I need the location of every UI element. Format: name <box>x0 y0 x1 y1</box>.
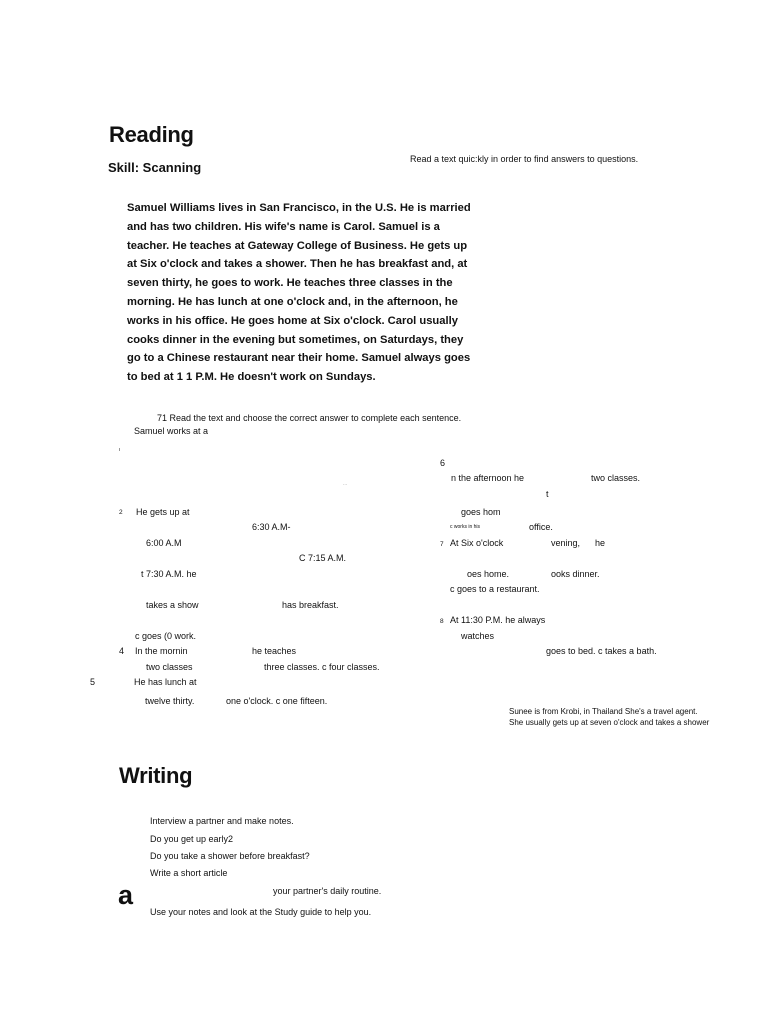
q6-number: 6 <box>440 458 446 468</box>
exercise-instruction: 71 Read the text and choose the correct answer to complete each sentence. <box>157 413 462 423</box>
reading-passage <box>127 199 487 387</box>
passage-line: cooks dinner in the evening but sometimes, on Saturdays, they <box>127 333 464 346</box>
q4-stem-cont: he teaches <box>252 646 297 656</box>
passage-line: works in his office. He goes home at Six o'clock. Carol usually <box>127 314 458 327</box>
example-paragraph: Sunee is from Krobi, in Thailand She's a travel agent. She usually gets up at seven o'clock and takes a shower <box>509 707 710 727</box>
passage-line: and has two children. His wife's name is Carol. Samuel is a <box>127 220 440 233</box>
passage-line: teacher. He teaches at Gateway College of Business. He gets up <box>127 239 468 252</box>
q8-options-bc: goes to bed. c takes a bath. <box>546 646 657 656</box>
q7-number: 7 <box>440 541 444 548</box>
passage-line: to bed at 1 1 P.M. He doesn't work on Sundays. <box>127 371 376 384</box>
q6-stem-end: two classes. <box>591 473 641 483</box>
faint-dash: ... <box>343 481 348 487</box>
q6-stem: n the afternoon he <box>451 473 525 483</box>
passage-line: seven thirty, he goes to work. He teaches three classes in the <box>127 277 453 290</box>
skill-note: Read a text quic:kly in order to find answers to questions. <box>410 154 639 164</box>
writing-instruction-2-cont: your partner's daily routine. <box>273 886 382 896</box>
writing-title: Writing <box>119 763 193 788</box>
q5-stem: He has lunch at <box>134 677 197 687</box>
q8-stem: At 11:30 P.M. he always <box>450 615 546 625</box>
q2-number: 2 <box>119 509 123 516</box>
q7-option-c: c goes to a restaurant. <box>450 584 540 594</box>
q3-option-c: c goes (0 work. <box>135 631 197 641</box>
q5-number: 5 <box>90 677 96 687</box>
passage-line: go to a Chinese restaurant near their home. Samuel always goes <box>127 352 471 365</box>
q3-option-b-cont: has breakfast. <box>282 600 339 610</box>
writing-letter: a <box>118 880 134 910</box>
writing-instruction-2: Write a short article <box>150 868 228 878</box>
q4-stem: In the mornin <box>135 646 188 656</box>
q2-option-b: 6:30 A.M- <box>252 522 291 532</box>
q6-option-a: goes hom <box>461 507 501 517</box>
writing-instruction-3: Use your notes and look at the Study guide to help you. <box>150 907 372 917</box>
q7-option-a: oes home. <box>467 569 510 579</box>
q6-option-b: c works in his <box>450 524 481 530</box>
q2-option-c: C 7:15 A.M. <box>299 553 347 563</box>
q6-fragment: t <box>546 489 549 499</box>
q7-stem-cont: vening, <box>551 538 581 548</box>
writing-question-1: Do you get up early2 <box>150 834 234 844</box>
q7-stem: At Six o'clock <box>450 538 504 548</box>
q3-option-a: t 7:30 A.M. he <box>141 569 197 579</box>
q3-option-b: takes a show <box>146 600 199 610</box>
q4-option-a: two classes <box>146 662 193 672</box>
passage-line: morning. He has lunch at one o'clock and, in the afternoon, he <box>127 295 458 308</box>
q8-number: 8 <box>440 618 444 625</box>
q4-options-bc: three classes. c four classes. <box>264 662 380 672</box>
passage-line: Samuel Williams lives in San Francisco, in the U.S. He is married <box>127 202 471 214</box>
q5-option-a: twelve thirty. <box>145 696 195 706</box>
passage-line: at Six o'clock and takes a shower. Then he has breakfast and, at <box>127 258 468 271</box>
writing-instruction-1: Interview a partner and make notes. <box>150 816 294 826</box>
q2-stem: He gets up at <box>136 507 190 517</box>
q1-number: ı <box>119 447 121 453</box>
reading-title: Reading <box>109 122 194 147</box>
q8-option-a: watches <box>461 631 495 641</box>
q7-option-b: ooks dinner. <box>551 569 600 579</box>
q2-option-a: 6:00 A.M <box>146 538 182 548</box>
skill-heading: Skill: Scanning <box>108 160 202 175</box>
q6-option-b-cont: office. <box>529 522 553 532</box>
q7-stem-end: he <box>595 538 606 548</box>
q4-number: 4 <box>119 646 125 656</box>
writing-question-2: Do you take a shower before breakfast? <box>150 851 310 861</box>
q5-options-bc: one o'clock. c one fifteen. <box>226 696 328 706</box>
q1-stem: Samuel works at a <box>134 426 209 436</box>
